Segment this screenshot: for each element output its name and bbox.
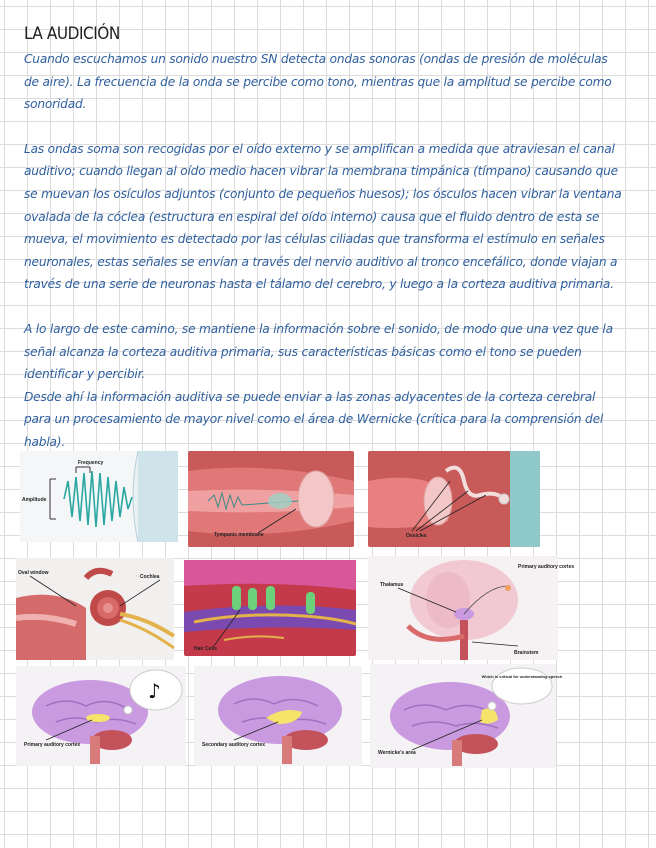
- label-thalamus: Thalamus: [380, 582, 404, 588]
- document-title: LA AUDICIÓN: [24, 24, 120, 44]
- label-brain1: Primary auditory cortex: [24, 742, 81, 748]
- figure-cochlea: [16, 558, 174, 660]
- figure-tympanic-membrane: [188, 451, 354, 547]
- label-cochlea: Cochlea: [140, 574, 160, 580]
- label-primary-cortex: Primary auditory cortex: [518, 564, 575, 570]
- label-hair-cells: Hair Cells: [194, 646, 218, 652]
- figure-brain-secondary: [194, 666, 362, 766]
- bubble-text: Which is critical for understanding speech: [481, 674, 563, 679]
- label-ossicles: Ossicles: [406, 533, 427, 539]
- figure-thalamus: [368, 556, 575, 660]
- paragraph-wernicke: Desde ahí la información auditiva se puede enviar a las zonas adyacentes de la corteza cerebral para un procesamiento de mayor nivel como el área de Wernicke (crítica para la comprensión del habla).: [24, 389, 604, 449]
- figure-sound-wave: [20, 451, 178, 542]
- figure-brain-primary: [16, 666, 186, 766]
- figure-brain-wernicke: [370, 664, 563, 768]
- paragraph-pathway: Las ondas soma son recogidas por el oído externo y se amplifican a medida que atraviesan el canal auditivo; cuando llegan al oído medio hacen vibrar la membrana timpánica (tímpano) causando que se muevan los osículos adjuntos (conjunto de pequeños huesos); los ósculos hacen vibrar la ventana ovalada de la cóclea (estructura en espiral del oído interno) causa que el fluido dentro de esta se mueva, el movimiento es detectado por las células ciliadas que transforma el estímulo en señales neuronales, estas señales se envían a través del nervio auditivo al tronco encefálico, donde viajan a través de una serie de neuronas hasta el tálamo del cerebro, y luego a la corteza auditiva primaria.: [24, 141, 622, 292]
- document-page: [24, 24, 624, 454]
- figure-hair-cells: [184, 560, 356, 656]
- label-frequency: Frequency: [78, 460, 104, 466]
- label-brainstem: Brainstem: [514, 650, 539, 656]
- label-amplitude: Amplitude: [22, 497, 47, 503]
- figure-ossicles: [368, 451, 540, 547]
- label-tympanic: Tympanic membrane: [214, 532, 264, 538]
- paragraph-intro: Cuando escuchamos un sonido nuestro SN detecta ondas sonoras (ondas de presión de moléculas de aire). La frecuencia de la onda se percibe como tono, mientras que la amplitud se percibe como sonoridad.: [24, 52, 612, 112]
- music-note-icon: ♪: [148, 679, 161, 703]
- label-oval-window: Oval window: [18, 570, 49, 576]
- label-wernicke: Wernicke's area: [378, 750, 416, 756]
- label-brain2: Secondary auditory cortex: [202, 742, 266, 748]
- paragraph-cortex: A lo largo de este camino, se mantiene la información sobre el sonido, de modo que una vez que la señal alcanza la corteza auditiva primaria, sus características básicas como el tono se pueden identificar y percibir.: [24, 321, 613, 382]
